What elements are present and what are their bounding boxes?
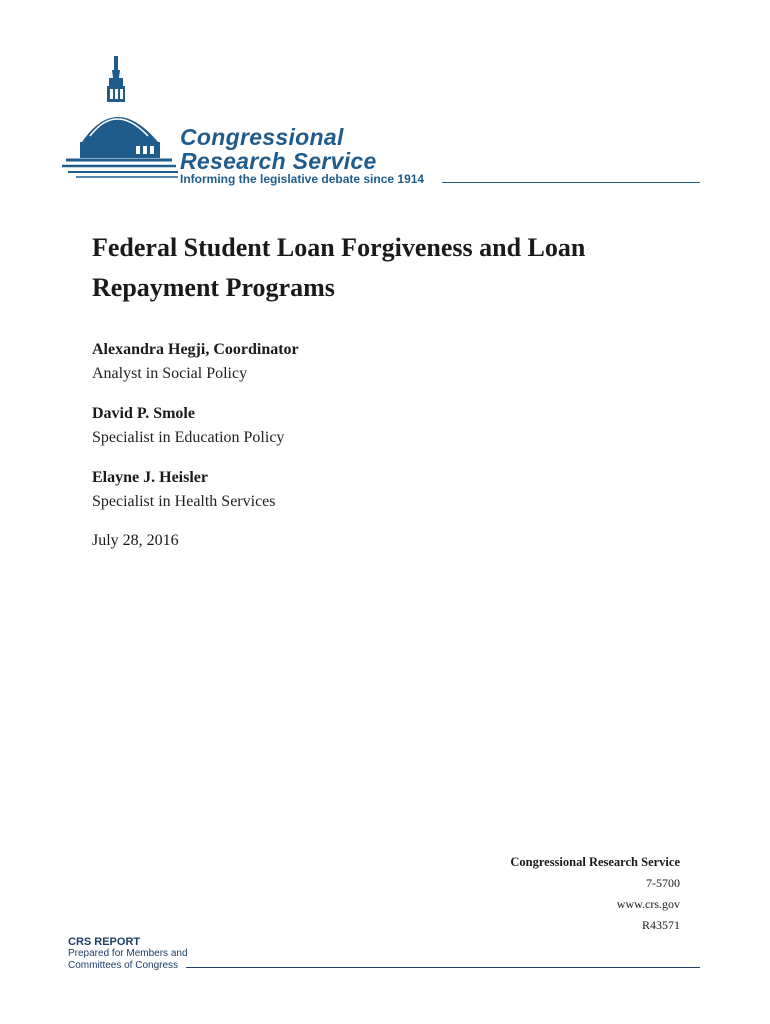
report-date: July 28, 2016 <box>92 532 179 549</box>
contact-phone: 7-5700 <box>646 876 680 890</box>
author-name: David P. Smole <box>92 405 195 422</box>
author-block <box>92 338 299 386</box>
logo-name-line1: Congressional <box>180 124 344 150</box>
footer-line2: Committees of Congress <box>68 960 179 971</box>
contact-website[interactable]: www.crs.gov <box>616 897 680 911</box>
logo-name-line2: Research Service <box>180 148 377 174</box>
capitol-dome-icon <box>62 52 180 182</box>
author-role: Specialist in Health Services <box>92 493 276 510</box>
author-name: Elayne J. Heisler <box>92 469 208 486</box>
footer-line1: Prepared for Members and <box>68 948 188 959</box>
logo-divider <box>442 182 700 183</box>
crs-logo <box>62 52 702 197</box>
footer-divider <box>186 967 700 968</box>
author-role: Specialist in Education Policy <box>92 429 285 446</box>
contact-org: Congressional Research Service <box>510 855 680 869</box>
report-number: R43571 <box>641 918 680 932</box>
author-name: Alexandra Hegji, Coordinator <box>92 341 299 358</box>
footer-label: CRS REPORT <box>68 936 141 948</box>
author-role: Analyst in Social Policy <box>92 365 248 382</box>
author-block <box>92 402 284 450</box>
logo-tagline: Informing the legislative debate since 1914 <box>180 172 425 186</box>
crs-report-footer <box>68 936 188 972</box>
report-title: Federal Student Loan Forgiveness and Loan Repayment Programs <box>92 233 586 302</box>
author-block <box>92 466 276 514</box>
contact-block <box>510 852 680 936</box>
